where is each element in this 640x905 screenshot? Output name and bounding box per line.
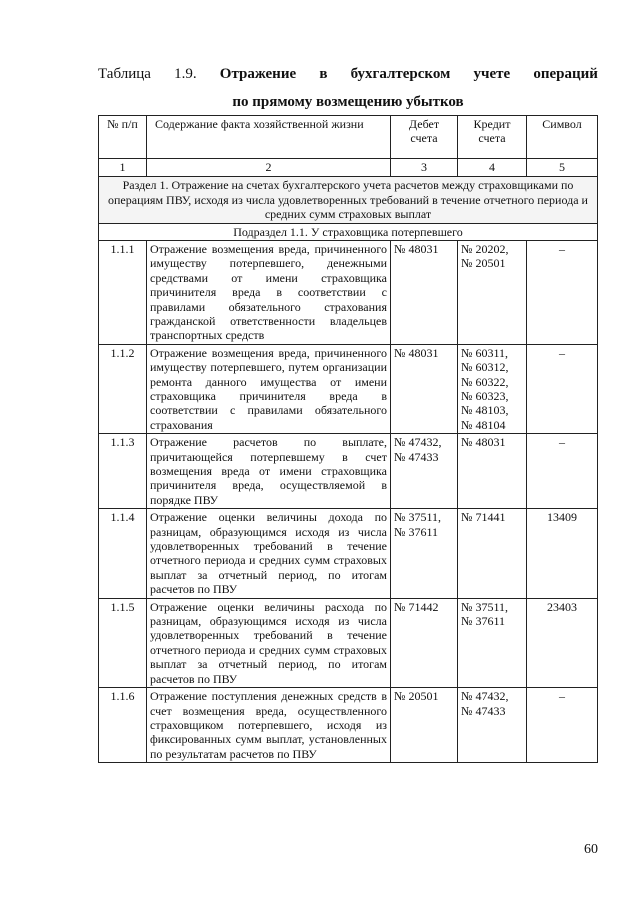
debit-account-line: № 37611 [394, 524, 439, 539]
table-row [99, 688, 598, 763]
header-content: Содержание факта хозяйственной жизни [147, 116, 391, 159]
row-symbol: – [527, 240, 598, 344]
accounting-table [98, 115, 598, 763]
debit-account-line: № 71442 [394, 599, 439, 614]
column-number: 4 [458, 159, 527, 177]
credit-account-line: № 47433 [461, 703, 506, 718]
credit-account-line: № 60323, [461, 388, 509, 403]
column-number: 3 [391, 159, 458, 177]
table-caption [98, 60, 598, 116]
debit-account-line: № 37511, [394, 510, 442, 525]
header-debit: Дебет счета [391, 116, 458, 159]
caption-word: в [319, 66, 328, 82]
credit-account-line: № 20501 [461, 256, 506, 271]
header-symbol: Символ [527, 116, 598, 159]
row-number: 1.1.4 [99, 509, 147, 598]
section-title: Раздел 1. Отражение на счетах бухгалтерского учета расчетов между страховщиками по операциям ПВУ, исходя из числа удовлетворенных требований в течение отчетного периода и средних сумм страховых выплат [99, 177, 598, 224]
credit-account-line: № 48103, [461, 403, 509, 418]
caption-prefix: Таблица [98, 66, 151, 82]
debit-account-line: № 48031 [394, 345, 439, 360]
row-number: 1.1.3 [99, 434, 147, 509]
credit-account-line: № 48104 [461, 417, 506, 432]
row-symbol: 23403 [527, 598, 598, 687]
row-symbol: – [527, 688, 598, 763]
row-symbol: 13409 [527, 509, 598, 598]
row-description: Отражение оценки величины расхода по разницам, образующимся исходя из числа удовлетворенных требований в течение отчетного периода и средних сумм страховых выплат за отчетный период, по итогам расчетов по ПВУ [147, 598, 391, 687]
row-description: Отражение оценки величины дохода по разницам, образующимся исходя из числа удовлетворенных требований в течение отчетного периода и средних сумм страховых выплат за отчетный период, по итогам расчетов по ПВУ [147, 509, 391, 598]
row-number: 1.1.2 [99, 344, 147, 433]
credit-account [458, 434, 527, 509]
header-credit: Кредит счета [458, 116, 527, 159]
credit-account-line: № 37511, [461, 599, 509, 614]
section-row [99, 177, 598, 224]
table-row [99, 240, 598, 344]
debit-account [391, 598, 458, 687]
header-row [99, 116, 598, 159]
caption-word: Отражение [219, 66, 297, 82]
debit-account-line: № 47433 [394, 449, 439, 464]
row-description: Отражение расчетов по выплате, причитающейся потерпевшему в счет возмещения вреда от имени страховщика причинителя вреда, осуществляемой в порядке ПВУ [147, 434, 391, 509]
subsection-row [99, 223, 598, 240]
credit-account [458, 688, 527, 763]
caption-word: учете [473, 66, 511, 82]
row-number: 1.1.6 [99, 688, 147, 763]
row-description: Отражение возмещения вреда, причиненного имуществу потерпевшего, денежными средствами от имени страховщика причинителя вреда в соответствии с правилами обязательного страхования гражданской ответственности владельцев транспортных средств [147, 240, 391, 344]
column-number: 1 [99, 159, 147, 177]
row-symbol: – [527, 434, 598, 509]
column-number: 2 [147, 159, 391, 177]
credit-account-line: № 47432, [461, 689, 509, 704]
credit-account-line: № 60312, [461, 360, 509, 375]
subsection-title: Подраздел 1.1. У страховщика потерпевшего [99, 223, 598, 240]
caption-word: операций [533, 66, 598, 82]
credit-account [458, 344, 527, 433]
table-row [99, 344, 598, 433]
table-row [99, 434, 598, 509]
credit-account [458, 240, 527, 344]
caption-line-2: по прямому возмещению убытков [232, 94, 464, 110]
debit-account [391, 344, 458, 433]
column-number: 5 [527, 159, 598, 177]
debit-account [391, 509, 458, 598]
page-number: 60 [584, 842, 598, 857]
credit-account-line: № 20202, [461, 241, 509, 256]
debit-account [391, 240, 458, 344]
debit-account [391, 434, 458, 509]
debit-account-line: № 20501 [394, 689, 439, 704]
debit-account-line: № 48031 [394, 241, 439, 256]
row-number: 1.1.1 [99, 240, 147, 344]
caption-word: бухгалтерском [350, 66, 451, 82]
row-description: Отражение поступления денежных средств в счет возмещения вреда, осуществленного страховщиком потерпевшего, исходя из фиксированных сумм выплат, установленных по результатам расчетов по ПВУ [147, 688, 391, 763]
table-row [99, 509, 598, 598]
credit-account [458, 509, 527, 598]
credit-account-line: № 71441 [461, 510, 506, 525]
row-description: Отражение возмещения вреда, причиненного имуществу потерпевшего, путем организации ремонта данного имущества от имени страховщика причинителя вреда в соответствии с правилами обязательного страхования [147, 344, 391, 433]
credit-account-line: № 48031 [461, 435, 506, 450]
credit-account [458, 598, 527, 687]
column-number-row [99, 159, 598, 177]
debit-account-line: № 47432, [394, 435, 442, 450]
credit-account-line: № 60322, [461, 374, 509, 389]
row-number: 1.1.5 [99, 598, 147, 687]
header-num: № п/п [99, 116, 147, 159]
credit-account-line: № 37611 [461, 614, 506, 629]
row-symbol: – [527, 344, 598, 433]
table-row [99, 598, 598, 687]
credit-account-line: № 60311, [461, 345, 509, 360]
caption-line-1 [98, 60, 598, 88]
caption-number: 1.9. [174, 66, 197, 82]
debit-account [391, 688, 458, 763]
